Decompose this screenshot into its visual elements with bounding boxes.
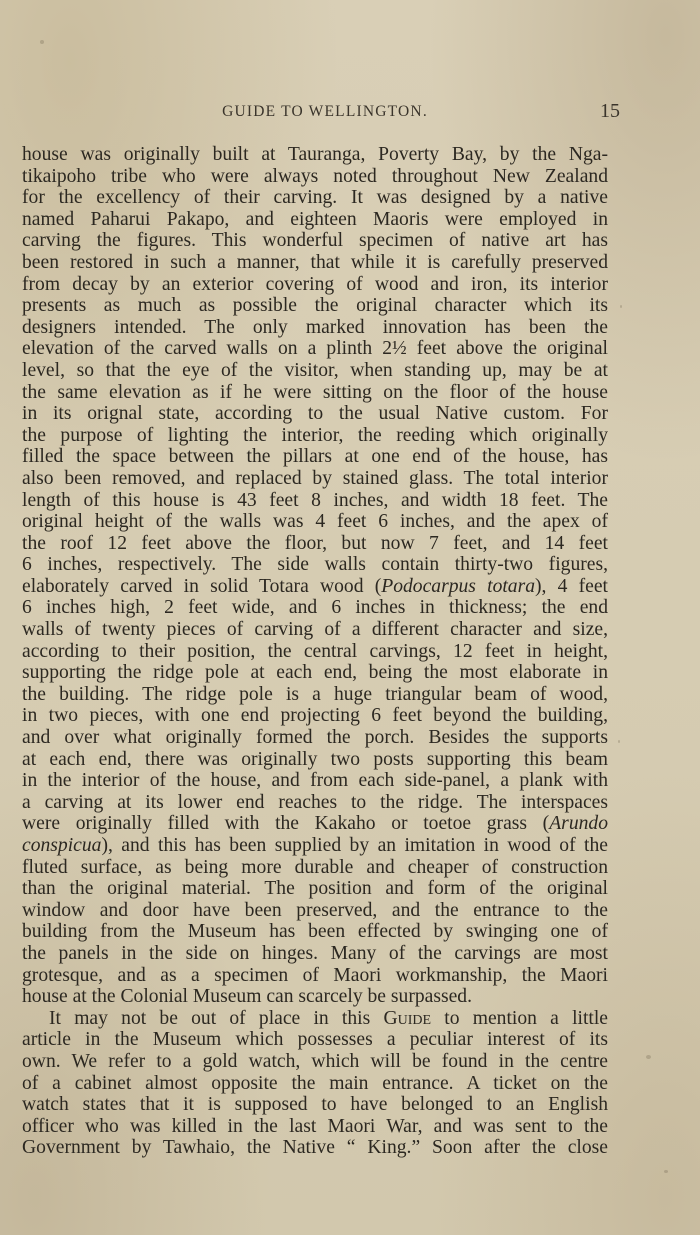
text-line: of a cabinet almost opposite the main entrance. A ticket on the	[22, 1072, 608, 1094]
text-line: length of this house is 43 feet 8 inches, and width 18 feet. The	[22, 489, 608, 511]
text-line	[22, 1008, 608, 1030]
text-line: also been removed, and replaced by stained glass. The total interior	[22, 467, 608, 489]
text-line: presents as much as possible the original character which its	[22, 295, 608, 317]
text-line: the building. The ridge pole is a huge triangular beam of wood,	[22, 683, 608, 705]
text-line: than the original material. The position and form of the original	[22, 878, 608, 900]
text-line: walls of twenty pieces of carving of a different character and size,	[22, 619, 608, 641]
text-line: at each end, there was originally two posts supporting this beam	[22, 748, 608, 770]
text-line: and over what originally formed the porch. Besides the supports	[22, 727, 608, 749]
text-line: supporting the ridge pole at each end, being the most elaborate in	[22, 662, 608, 684]
text-line: in two pieces, with one end projecting 6 feet beyond the building,	[22, 705, 608, 727]
paper-speck	[646, 1055, 651, 1059]
guide-smallcaps: Guide	[383, 1007, 432, 1029]
text-line: grotesque, and as a specimen of Maori workmanship, the Maori	[22, 964, 608, 986]
text-line: level, so that the eye of the visitor, when standing up, may be at	[22, 359, 608, 381]
text-line: in its orignal state, according to the usual Native custom. For	[22, 403, 608, 425]
text-line: house at the Colonial Museum can scarcely be surpassed.	[22, 986, 472, 1008]
text-line: in the interior of the house, and from each side-panel, a plank with	[22, 770, 608, 792]
text-line	[22, 576, 608, 598]
text-line: named Paharui Pakapo, and eighteen Maoris were employed in	[22, 208, 608, 230]
text-line: carving the figures. This wonderful specimen of native art has	[22, 230, 608, 252]
text-line: from decay by an exterior covering of wood and iron, its interior	[22, 273, 608, 295]
text-line: elevation of the carved walls on a plinth 2½ feet above the original	[22, 338, 608, 360]
running-title: GUIDE TO WELLINGTON.	[222, 103, 428, 120]
text-line: tikaipoho tribe who were always noted throughout New Zealand	[22, 165, 608, 187]
text-line: own. We refer to a gold watch, which will be found in the centre	[22, 1050, 608, 1072]
text-line: filled the space between the pillars at one end of the house, has	[22, 446, 608, 468]
text-line: watch states that it is supposed to have belonged to an English	[22, 1094, 608, 1116]
text-line: window and door have been preserved, and the entrance to the	[22, 899, 608, 921]
text-line: article in the Museum which possesses a peculiar interest of its	[22, 1029, 608, 1051]
paper-speck	[618, 740, 620, 743]
paper-speck	[40, 40, 44, 44]
text-line: according to their position, the central carvings, 12 feet in height,	[22, 640, 608, 662]
text-run: ), and this has been supplied by an imitation in wood of the	[101, 835, 608, 856]
paper-speck	[664, 1170, 668, 1173]
page-number: 15	[600, 100, 620, 122]
text-line: for the excellency of their carving. It was designed by a native	[22, 187, 608, 209]
text-line: original height of the walls was 4 feet 6 inches, and the apex of	[22, 511, 608, 533]
text-line	[22, 813, 608, 835]
text-run: It may not be out of place in this	[49, 1007, 384, 1029]
text-run: elaborately carved in solid Totara wood (	[22, 575, 382, 597]
text-line: been restored in such a manner, that while it is carefully preserved	[22, 251, 608, 273]
text-line: a carving at its lower end reaches to the ridge. The interspaces	[22, 791, 608, 813]
text-line: house was originally built at Tauranga, Poverty Bay, by the Nga-	[22, 144, 608, 165]
text-line: 6 inches, respectively. The side walls contain thirty-two figures,	[22, 554, 608, 576]
text-line: designers intended. The only marked innovation has been the	[22, 316, 608, 338]
text-line: the roof 12 feet above the floor, but now 7 feet, and 14 feet	[22, 532, 608, 554]
species-name: Arundo	[549, 813, 608, 835]
paper-speck	[620, 305, 622, 308]
running-head	[30, 100, 620, 127]
species-name: Podocarpus totara	[381, 575, 536, 597]
species-name: conspicua	[22, 835, 102, 856]
text-line: building from the Museum has been effected by swinging one of	[22, 921, 608, 943]
text-line: the purpose of lighting the interior, the reeding which originally	[22, 424, 608, 446]
text-line: the panels in the side on hinges. Many of the carvings are most	[22, 942, 608, 964]
body-text	[22, 144, 608, 1159]
text-run: to mention a little	[431, 1007, 608, 1029]
text-line	[22, 835, 608, 857]
text-run: ), 4 feet	[535, 575, 609, 597]
text-line: 6 inches high, 2 feet wide, and 6 inches in thickness; the end	[22, 597, 608, 619]
text-line: Government by Tawhaio, the Native “ King.” Soon after the close	[22, 1137, 608, 1159]
text-line: fluted surface, as being more durable and cheaper of construction	[22, 856, 608, 878]
text-run: were originally filled with the Kakaho or toetoe grass (	[22, 813, 550, 835]
text-line: officer who was killed in the last Maori War, and was sent to the	[22, 1115, 608, 1137]
text-line: the same elevation as if he were sitting on the floor of the house	[22, 381, 608, 403]
